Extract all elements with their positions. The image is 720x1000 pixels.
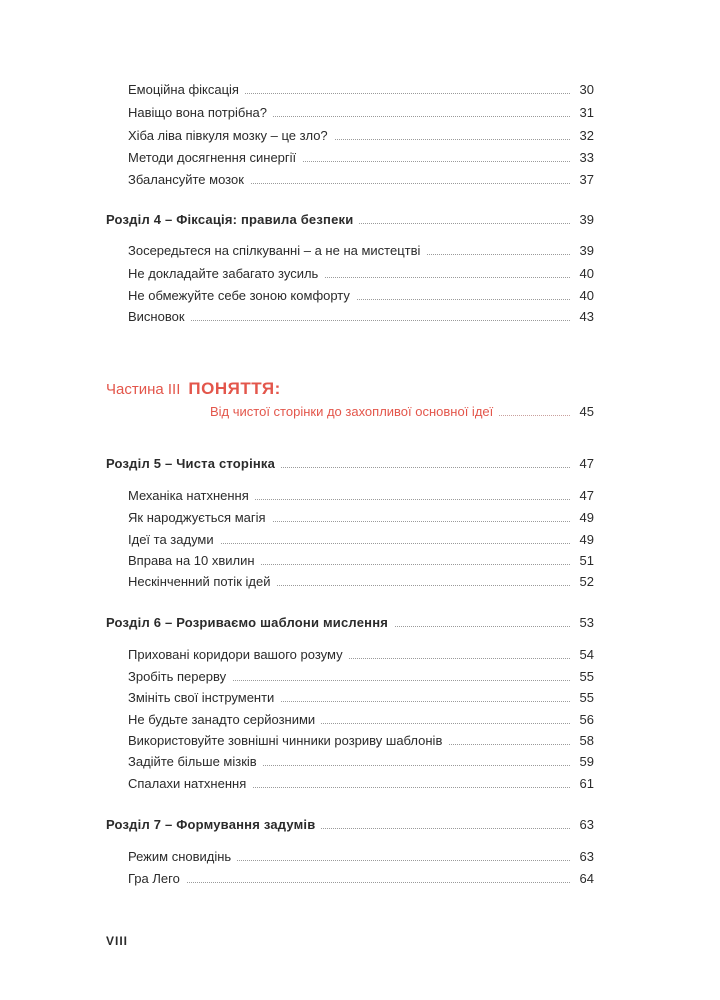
toc-entry bbox=[0, 847, 720, 867]
toc-entry-title: Хіба ліва півкуля мозку – це зло? bbox=[128, 126, 334, 146]
dot-leader bbox=[128, 320, 570, 321]
part-subtitle-entry bbox=[0, 402, 720, 422]
toc-entry-title: Використовуйте зовнішні чинники розриву шаблонів bbox=[128, 731, 448, 751]
toc-page-number: 47 bbox=[574, 454, 594, 474]
toc-entry bbox=[0, 572, 720, 592]
toc-entry bbox=[0, 508, 720, 528]
toc-entry bbox=[0, 551, 720, 571]
toc-chapter-title: Розділ 7 – Формування задумів bbox=[106, 815, 321, 835]
toc-page-number: 63 bbox=[574, 847, 594, 867]
toc-entry-title: Нескінченний потік ідей bbox=[128, 572, 276, 592]
toc-page-number: 63 bbox=[574, 815, 594, 835]
toc-page-number: 43 bbox=[574, 307, 594, 327]
toc-entry-title: Навіщо вона потрібна? bbox=[128, 103, 273, 123]
toc-page-number: 47 bbox=[574, 486, 594, 506]
toc-entry bbox=[0, 530, 720, 550]
toc-chapter bbox=[0, 613, 720, 633]
toc-page-number: 54 bbox=[574, 645, 594, 665]
toc-page-number: 37 bbox=[574, 170, 594, 190]
toc-page-number: 53 bbox=[574, 613, 594, 633]
toc-chapter-title: Розділ 4 – Фіксація: правила безпеки bbox=[106, 210, 359, 230]
part-heading bbox=[106, 376, 281, 402]
dot-leader bbox=[128, 882, 570, 883]
toc-entry bbox=[0, 752, 720, 772]
toc-chapter-title: Розділ 6 – Розриваємо шаблони мислення bbox=[106, 613, 394, 633]
toc-page-number: 52 bbox=[574, 572, 594, 592]
toc-page-number: 58 bbox=[574, 731, 594, 751]
part-title: ПОНЯТТЯ: bbox=[188, 379, 281, 398]
toc-entry bbox=[0, 148, 720, 168]
toc-page-number: 30 bbox=[574, 80, 594, 100]
toc-page-number: 51 bbox=[574, 551, 594, 571]
toc-entry-title: Збалансуйте мозок bbox=[128, 170, 250, 190]
toc-chapter bbox=[0, 815, 720, 835]
toc-entry-title: Змініть свої інструменти bbox=[128, 688, 280, 708]
toc-page-number: 31 bbox=[574, 103, 594, 123]
toc-entry-title: Режим сновидінь bbox=[128, 847, 237, 867]
toc-entry bbox=[0, 170, 720, 190]
toc-entry-title: Зробіть перерву bbox=[128, 667, 232, 687]
toc-entry bbox=[0, 688, 720, 708]
toc-page-number: 56 bbox=[574, 710, 594, 730]
toc-entry bbox=[0, 80, 720, 100]
toc-entry-title: Як народжується магія bbox=[128, 508, 272, 528]
toc-entry-title: Вправа на 10 хвилин bbox=[128, 551, 261, 571]
toc-entry-title: Методи досягнення синергії bbox=[128, 148, 302, 168]
toc-entry-title: Приховані коридори вашого розуму bbox=[128, 645, 349, 665]
toc-entry-title: Не докладайте забагато зусиль bbox=[128, 264, 324, 284]
toc-entry bbox=[0, 645, 720, 665]
toc-page-number: 40 bbox=[574, 264, 594, 284]
toc-page-number: 39 bbox=[574, 210, 594, 230]
toc-page-number: 49 bbox=[574, 530, 594, 550]
toc-entry-title: Спалахи натхнення bbox=[128, 774, 252, 794]
toc-entry bbox=[0, 869, 720, 889]
toc-page-number: 39 bbox=[574, 241, 594, 261]
toc-entry bbox=[0, 731, 720, 751]
toc-entry bbox=[0, 126, 720, 146]
toc-page-number: 55 bbox=[574, 688, 594, 708]
toc-entry bbox=[0, 774, 720, 794]
toc-page-number: 64 bbox=[574, 869, 594, 889]
part-number: Частина III bbox=[106, 381, 181, 398]
toc-entry bbox=[0, 241, 720, 261]
toc-entry bbox=[0, 264, 720, 284]
toc-entry-title: Емоційна фіксація bbox=[128, 80, 245, 100]
toc-page-number: 55 bbox=[574, 667, 594, 687]
toc-entry-title: Ідеї та задуми bbox=[128, 530, 220, 550]
toc-page-number: 45 bbox=[574, 402, 594, 422]
toc-entry-title: Висновок bbox=[128, 307, 191, 327]
toc-entry bbox=[0, 286, 720, 306]
toc-chapter bbox=[0, 210, 720, 230]
toc-chapter-title: Розділ 5 – Чиста сторінка bbox=[106, 454, 281, 474]
toc-page-number: 33 bbox=[574, 148, 594, 168]
toc-page-number: 32 bbox=[574, 126, 594, 146]
toc-entry bbox=[0, 710, 720, 730]
toc-entry-title: Задійте більше мізків bbox=[128, 752, 263, 772]
toc-page-number: 61 bbox=[574, 774, 594, 794]
toc-entry-title: Не обмежуйте себе зоною комфорту bbox=[128, 286, 356, 306]
toc-entry-title: Гра Лего bbox=[128, 869, 186, 889]
toc-page-number: 40 bbox=[574, 286, 594, 306]
toc-entry bbox=[0, 667, 720, 687]
toc-entry bbox=[0, 486, 720, 506]
toc-entry-title: Зосередьтеся на спілкуванні – а не на мистецтві bbox=[128, 241, 426, 261]
part-subtitle: Від чистої сторінки до захопливої основної ідеї bbox=[210, 402, 499, 422]
toc-page-number: 59 bbox=[574, 752, 594, 772]
toc-chapter bbox=[0, 454, 720, 474]
toc-entry-title: Механіка натхнення bbox=[128, 486, 255, 506]
page-number-roman: VIII bbox=[106, 934, 129, 948]
toc-entry bbox=[0, 103, 720, 123]
toc-entry bbox=[0, 307, 720, 327]
toc-page-number: 49 bbox=[574, 508, 594, 528]
toc-entry-title: Не будьте занадто серйозними bbox=[128, 710, 321, 730]
